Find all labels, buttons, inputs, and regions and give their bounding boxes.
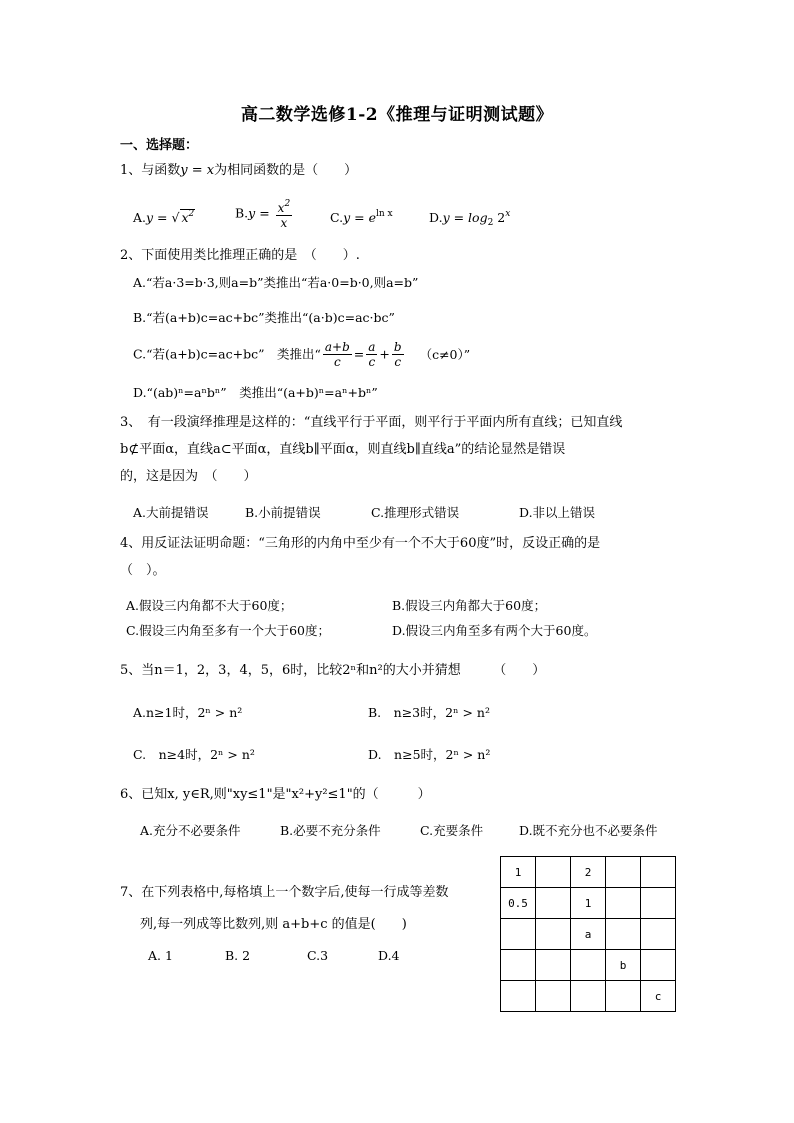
question-4-line-2: （ ）。 [120,563,166,578]
question-1-option-d: $D.y = \log_2 2^x$ [429,209,511,228]
grid-cell [641,950,676,981]
grid-cell [641,919,676,950]
grid-cell [536,981,571,1012]
grid-cell [641,888,676,919]
grid-cell: 0.5 [501,888,536,919]
grid-cell: 1 [501,857,536,888]
question-7-option-d: D.4 [378,948,400,963]
question-3-option-c: C.推理形式错误 [371,505,460,520]
grid-cell [571,950,606,981]
grid-cell [536,919,571,950]
question-4-option-b: B.假设三内角都大于60度； [392,598,547,613]
grid-cell [606,888,641,919]
question-4-option-d: D.假设三内角至多有两个大于60度。 [392,623,597,638]
question-2-stem: 2、下面使用类比推理正确的是 （ ）. [120,248,360,263]
question-6-option-b: B.必要不充分条件 [280,823,381,838]
section-heading: 一、选择题： [120,138,199,153]
question-5-stem: 5、当n＝1，2，3，4，5，6时，比较2ⁿ和n²的大小并猜想 （ ） [120,663,546,678]
grid-cell: 1 [571,888,606,919]
question-7-line-2: 列,每一列成等比数列,则 a+b+c 的值是( ) [140,917,407,932]
question-7-option-c: C.3 [307,948,329,963]
question-1-stem: 1、与函数y = x为相同函数的是（ ） [120,163,358,178]
question-7-grid [500,856,676,1012]
question-5-option-d: D. n≥5时，2ⁿ > n² [368,747,491,762]
question-6-stem: 6、已知x, y∈R,则"xy≤1"是"x²+y²≤1"的（ ） [120,787,431,802]
question-6-option-c: C.充要条件 [420,823,484,838]
question-3-option-d: D.非以上错误 [519,505,596,520]
question-5-option-c: C. n≥4时，2ⁿ > n² [133,747,255,762]
question-1-option-b: B.y = $\frac{x^2}{x}$ [235,199,291,230]
question-3-option-a: A.大前提错误 [133,505,209,520]
grid-cell [501,950,536,981]
question-1-option-c: $C.y = e^{ln x}$ [330,209,393,225]
question-2-option-c: C.“若(a+b)c=ac+bc” 类推出“ $\frac{a+b}{c}$ = $\frac{a}{c}$ + $\frac{b}{c}$ （c≠0）” [133,340,471,369]
question-4-line-1: 4、用反证法证明命题：“三角形的内角中至少有一个不大于60度”时，反设正确的是 [120,536,601,551]
page-title: 高二数学选修1-2《推理与证明测试题》 [240,105,554,125]
question-5-option-b: B. n≥3时，2ⁿ > n² [368,705,490,720]
grid-row [501,888,676,919]
grid-cell [536,888,571,919]
grid-cell [641,857,676,888]
grid-row [501,981,676,1012]
grid-cell [536,950,571,981]
question-7-line-1: 7、在下列表格中,每格填上一个数字后,使每一行成等差数 [120,885,449,900]
question-1-option-a: A.y = √ $x^2$ [133,209,195,225]
question-4-option-c: C.假设三内角至多有一个大于60度； [126,623,330,638]
question-2-option-b: B.“若(a+b)c=ac+bc”类推出“(a·b)c=ac·bc” [133,310,395,325]
grid-cell: c [641,981,676,1012]
grid-cell [606,919,641,950]
grid-cell [501,981,536,1012]
question-3-line-1: 3、 有一段演绎推理是这样的：“直线平行于平面，则平行于平面内所有直线；已知直线 [120,415,623,430]
grid-cell [606,857,641,888]
grid-row [501,857,676,888]
question-3-option-b: B.小前提错误 [245,505,321,520]
grid-cell [536,857,571,888]
question-2-option-d: D.“(ab)ⁿ=aⁿbⁿ” 类推出“(a+b)ⁿ=aⁿ+bⁿ” [133,385,378,400]
grid-row [501,919,676,950]
grid-cell: a [571,919,606,950]
question-2-option-a: A.“若a·3=b·3,则a=b”类推出“若a·0=b·0,则a=b” [133,275,419,290]
grid-cell: b [606,950,641,981]
question-3-line-2: b⊄平面α，直线a⊂平面α，直线b∥平面α，则直线b∥直线a”的结论显然是错误 [120,442,566,457]
grid-cell [606,981,641,1012]
question-6-option-a: A.充分不必要条件 [140,823,241,838]
question-4-option-a: A.假设三内角都不大于60度； [126,598,293,613]
grid-cell [571,981,606,1012]
question-7-option-a: A. 1 [148,948,173,963]
grid-cell: 2 [571,857,606,888]
question-5-option-a: A.n≥1时，2ⁿ > n² [133,705,243,720]
question-3-line-3: 的，这是因为 （ ） [120,469,257,484]
grid-cell [501,919,536,950]
question-7-option-b: B. 2 [225,948,251,963]
question-6-option-d: D.既不充分也不必要条件 [519,823,658,838]
grid-row [501,950,676,981]
